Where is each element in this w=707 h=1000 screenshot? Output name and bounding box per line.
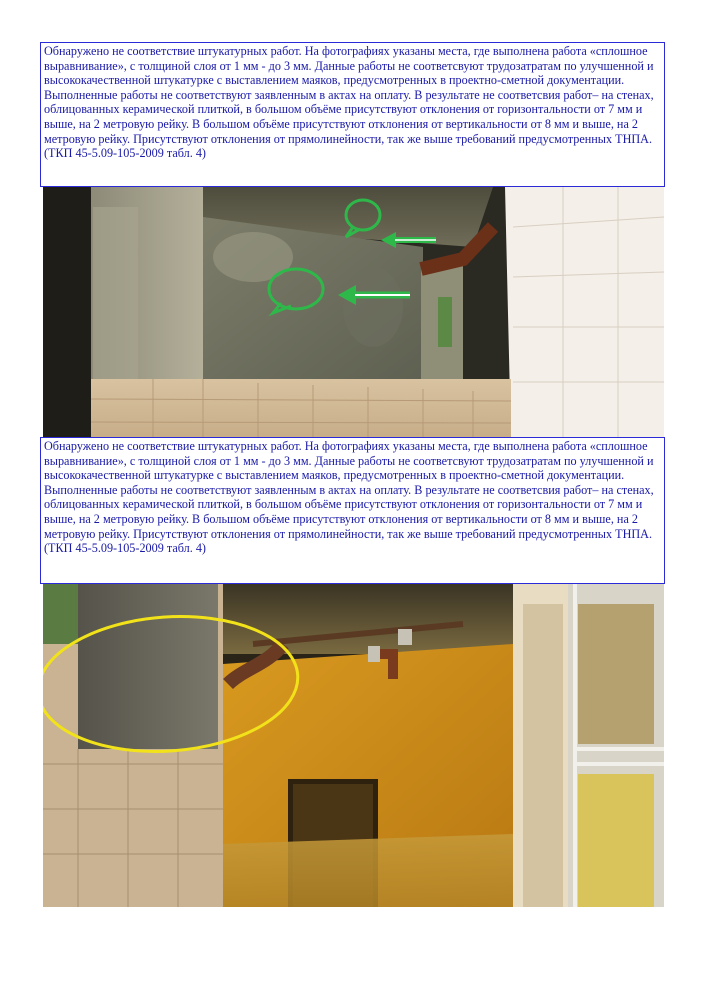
inspection-photo-2 xyxy=(43,584,664,907)
defect-note-2 xyxy=(40,437,665,584)
defect-note-1-text: Обнаружено не соответствие штукатурных работ. На фотографиях указаны места, где выполнена работа «сплошное выравнивание», с толщиной слоя от 1 мм - до 3 мм. Данные работы не соответсвуют трудозатратам по улучшенной и высококачественной штукатурке с выставлением маяков, предусмотренных в проектно-сметной документации. Выполненные работы не соответствуют заявленным в актах на оплату. В результате не соответсвия работ– на стенах, облицованных керамической плиткой, в большом объёме присутствуют отклонения от горизонтальности от 7 мм и выше, на 2 метровую рейку. В большом объёме присутствуют отклонения от вертикальности от 8 мм и выше, на 2 метровую рейку. Присутствуют отклонения от прямолинейности, так же выше требований предусмотренных ТНПА. (ТКП 45-5.09-105-2009 табл. 4) xyxy=(44,44,654,161)
photo-1-scene xyxy=(43,187,664,440)
defect-note-2-text: Обнаружено не соответствие штукатурных работ. На фотографиях указаны места, где выполнена работа «сплошное выравнивание», с толщиной слоя от 1 мм - до 3 мм. Данные работы не соответсвуют трудозатратам по улучшенной и высококачественной штукатурке с выставлением маяков, предусмотренных в проектно-сметной документации. Выполненные работы не соответствуют заявленным в актах на оплату. В результате не соответсвия работ– на стенах, облицованных керамической плиткой, в большом объёме присутствуют отклонения от горизонтальности от 7 мм и выше, на 2 метровую рейку. В большом объёме присутствуют отклонения от вертикальности от 8 мм и выше, на 2 метровую рейку. Присутствуют отклонения от прямолинейности, так же выше требований предусмотренных ТНПА. (ТКП 45-5.09-105-2009 табл. 4) xyxy=(44,439,654,556)
photo-2-scene xyxy=(43,584,664,907)
inspection-photo-1 xyxy=(43,187,664,440)
defect-note-1 xyxy=(40,42,665,187)
